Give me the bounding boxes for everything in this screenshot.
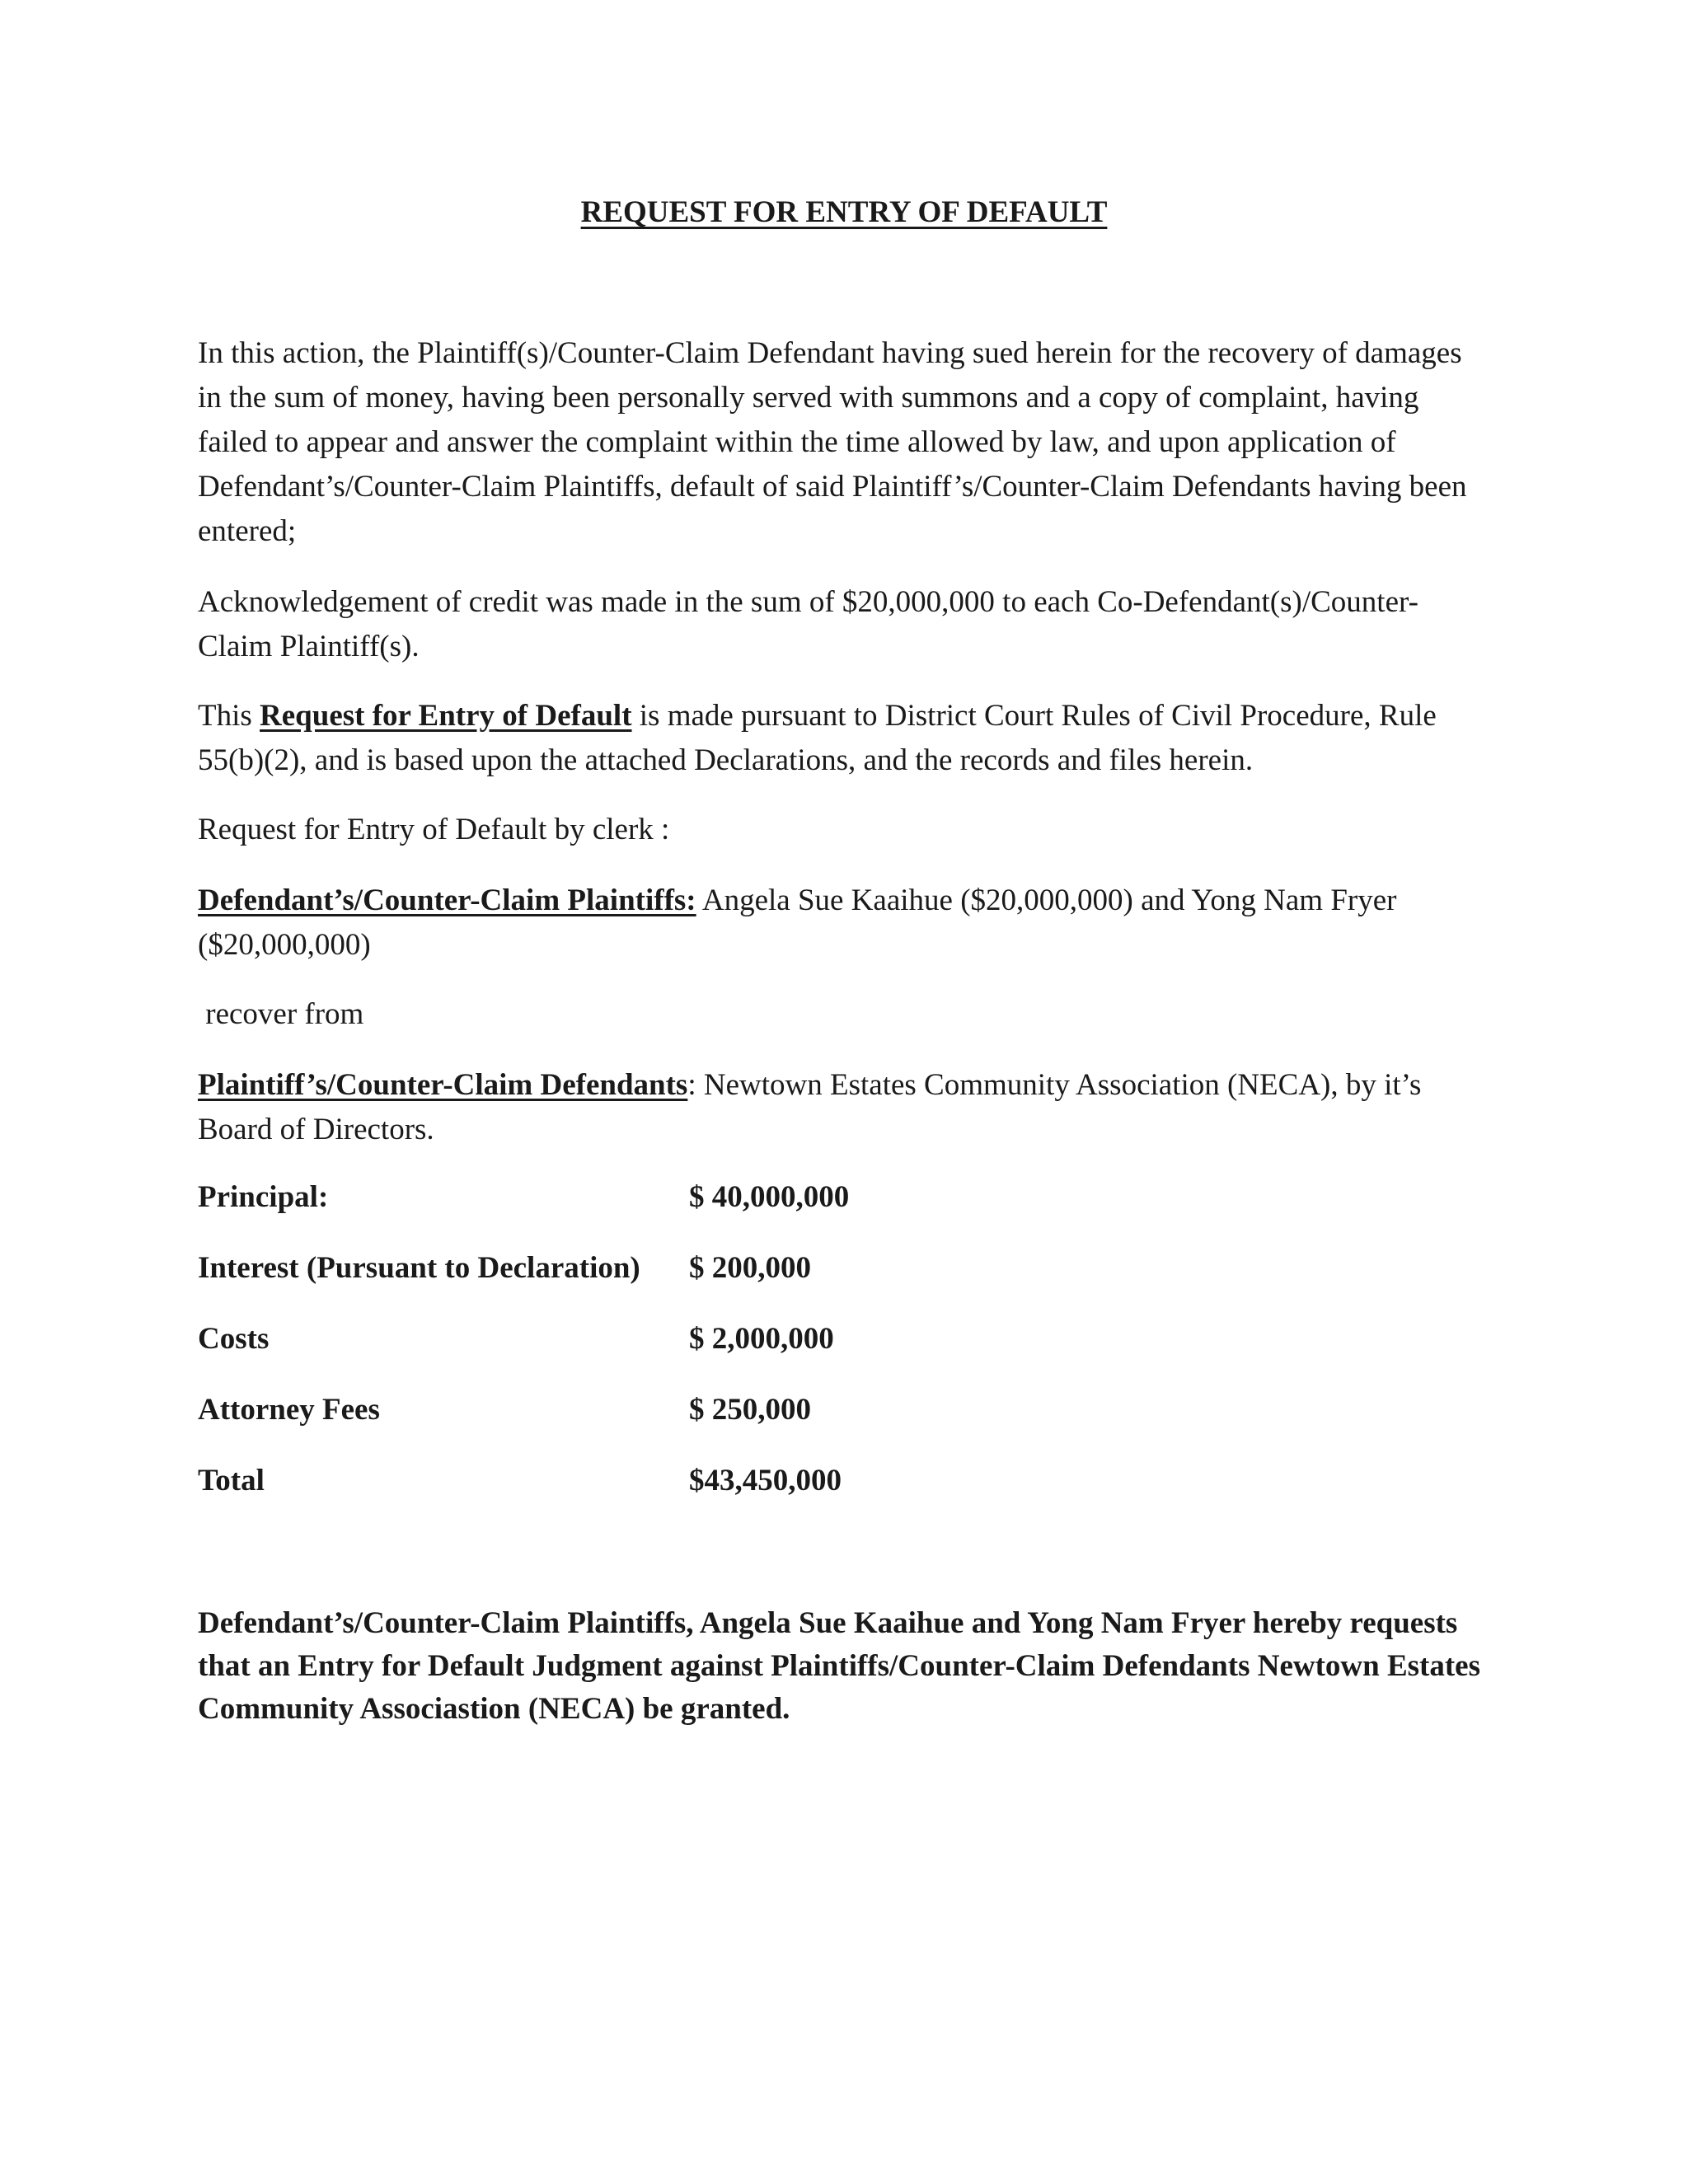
amount-row-costs [198, 1317, 849, 1388]
acknowledgement-paragraph: Acknowledgement of credit was made in the sum of $20,000,000 to each Co-Defendant(s)/Counter-Claim Plaintiff(s). [198, 585, 1418, 663]
intro-paragraph: In this action, the Plaintiff(s)/Counter-Claim Defendant having sued herein for the recovery of damages in the sum of money, having been personally served with summons and a copy of complaint, having failed to appear and answer the complaint within the time allowed by law, and upon application of Defendant’s/Counter-Claim Plaintiffs, default of said Plaintiff’s/Counter-Claim Defendants having been entered; [198, 336, 1467, 548]
amount-label: Attorney Fees [198, 1393, 380, 1427]
amount-row-principal [198, 1175, 849, 1246]
amount-value: $43,450,000 [689, 1464, 842, 1497]
amount-value: $ 250,000 [689, 1393, 811, 1427]
by-clerk-line: Request for Entry of Default by clerk : [198, 813, 670, 846]
document-title: REQUEST FOR ENTRY OF DEFAULT [580, 195, 1108, 229]
defendants-paragraph [198, 879, 1484, 968]
amount-label: Principal: [198, 1180, 329, 1214]
defendants-text: Angela Sue Kaaihue ($20,000,000) and Yong Nam Fryer ($20,000,000) [198, 883, 1397, 962]
plaintiffs-paragraph [198, 1063, 1484, 1152]
amount-value: $ 40,000,000 [689, 1180, 850, 1214]
amount-row-total [198, 1459, 849, 1530]
pursuant-prefix: This [198, 699, 252, 733]
pursuant-suffix: is made pursuant to District Court Rules of Civil Procedure, Rule 55(b)(2), and is based upon the attached Declarations, and the records and files herein. [198, 699, 1437, 777]
closing-paragraph: Defendant’s/Counter-Claim Plaintiffs, Angela Sue Kaaihue and Yong Nam Fryer hereby requests that an Entry for Default Judgment against Plaintiffs/Counter-Claim Defendants Newtown Estates Community Associastion (NECA) be granted. [198, 1606, 1481, 1726]
recover-from-text: recover from [205, 997, 364, 1031]
amount-row-attorney-fees [198, 1388, 849, 1459]
pursuant-paragraph [198, 694, 1484, 783]
amount-value: $ 2,000,000 [689, 1322, 834, 1356]
amount-label: Total [198, 1464, 265, 1497]
amount-value: $ 200,000 [689, 1251, 811, 1285]
amount-label: Costs [198, 1322, 270, 1356]
request-heading-emphasis: Request for Entry of Default [260, 699, 632, 733]
plaintiffs-label: Plaintiff’s/Counter-Claim Defendants [198, 1068, 688, 1102]
amounts-table [198, 1175, 849, 1530]
recover-from-line [198, 992, 1484, 1037]
amount-label: Interest (Pursuant to Declaration) [198, 1251, 640, 1285]
defendants-label: Defendant’s/Counter-Claim Plaintiffs: [198, 883, 696, 917]
amount-row-interest [198, 1246, 849, 1317]
plaintiffs-text: : Newtown Estates Community Association (NECA), by it’s Board of Directors. [198, 1068, 1422, 1146]
